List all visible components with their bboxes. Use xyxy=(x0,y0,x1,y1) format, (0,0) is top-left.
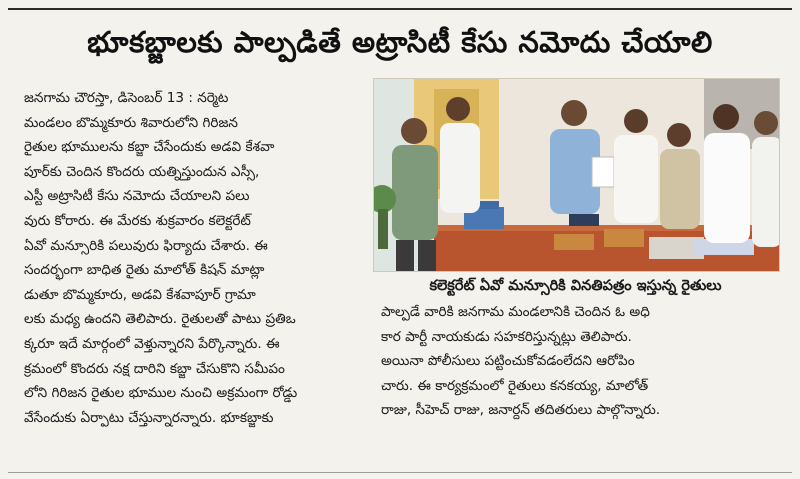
body-line: వురు కోరారు. ఈ మేరకు శుక్రవారం కలెక్టరేట్ xyxy=(24,212,251,229)
body-line: వేసేందుకు ఏర్పాటు చేస్తున్నారన్నారు. భూకబ్జాకు xyxy=(24,409,274,426)
body-line: మండలం బొమ్మకూరు శివారులోని గిరిజన xyxy=(24,114,238,131)
body-column-right xyxy=(381,300,777,423)
body-line: పూర్‌కు చెందిన కొందరు యత్నిస్తుందున ఎస్సీ, xyxy=(24,163,260,180)
body-line: పాల్పడే వారికి జనగామ మండలానికి చెందిన ఓ అధి xyxy=(381,304,650,320)
news-photo xyxy=(373,78,780,272)
body-line: జనగామ చౌరస్తా, డిసెంబర్ 13 : నర్మెట xyxy=(24,90,229,106)
headline: భూకబ్జాలకు పాల్పడితే అట్రాసిటీ కేసు నమోదు చేయాలి xyxy=(87,25,713,59)
body-line: ఏవో మన్సూరికి పలువురు ఫిర్యాదు చేశారు. ఈ xyxy=(24,237,268,254)
body-line: లకు మధ్య ఉందని తెలిపారు. రైతులతో పాటు ప్రతిఒ xyxy=(24,311,296,328)
photo-caption: కలెక్టరేట్ ఏవో మన్సూరికి వినతిపత్రం ఇస్తున్న రైతులు xyxy=(429,278,722,294)
body-line: క్రమంలో కొందరు నక్ష దారిని కబ్జా చేసుకొని సమీపం xyxy=(24,360,285,377)
body-line: రైతుల భూములను కబ్జా చేసేందుకు అడవి కేశవా xyxy=(24,139,275,156)
body-line: క్కరూ ఇదే మార్గంలో వెళ్తున్నారని పేర్కొన్నారు. ఈ xyxy=(24,335,280,352)
news-photo-illustration xyxy=(374,79,779,271)
body-column-left xyxy=(24,86,364,430)
bottom-rule xyxy=(8,472,792,473)
body-line: లోని గిరిజన రైతుల భూముల నుంచి అక్రమంగా రోడ్డు xyxy=(24,385,298,402)
body-line: ఎస్టీ అట్రాసిటీ కేసు నమోదు చేయాలని పలు xyxy=(24,188,250,205)
body-line: అయినా పోలీసులు పట్టించుకోవడంలేదని ఆరోపిం xyxy=(381,353,635,370)
body-line: రాజు, సీహెచ్ రాజు, జనార్దన్ తదితరులు పాల్గొన్నారు. xyxy=(381,402,661,419)
top-rule xyxy=(8,8,792,10)
body-line: సందర్భంగా బాధిత రైతు మాలోత్ కిషన్ మాట్లా xyxy=(24,262,265,279)
body-line: డుతూ బొమ్మకూరు, అడవి కేశవాపూర్ గ్రామా xyxy=(24,286,256,303)
body-line: చారు. ఈ కార్యక్రమంలో రైతులు కనకయ్య, మాలోత్ xyxy=(381,377,649,394)
body-line: కార పార్టీ నాయకుడు సహకరిస్తున్నట్లు తెలిపారు. xyxy=(381,328,632,345)
